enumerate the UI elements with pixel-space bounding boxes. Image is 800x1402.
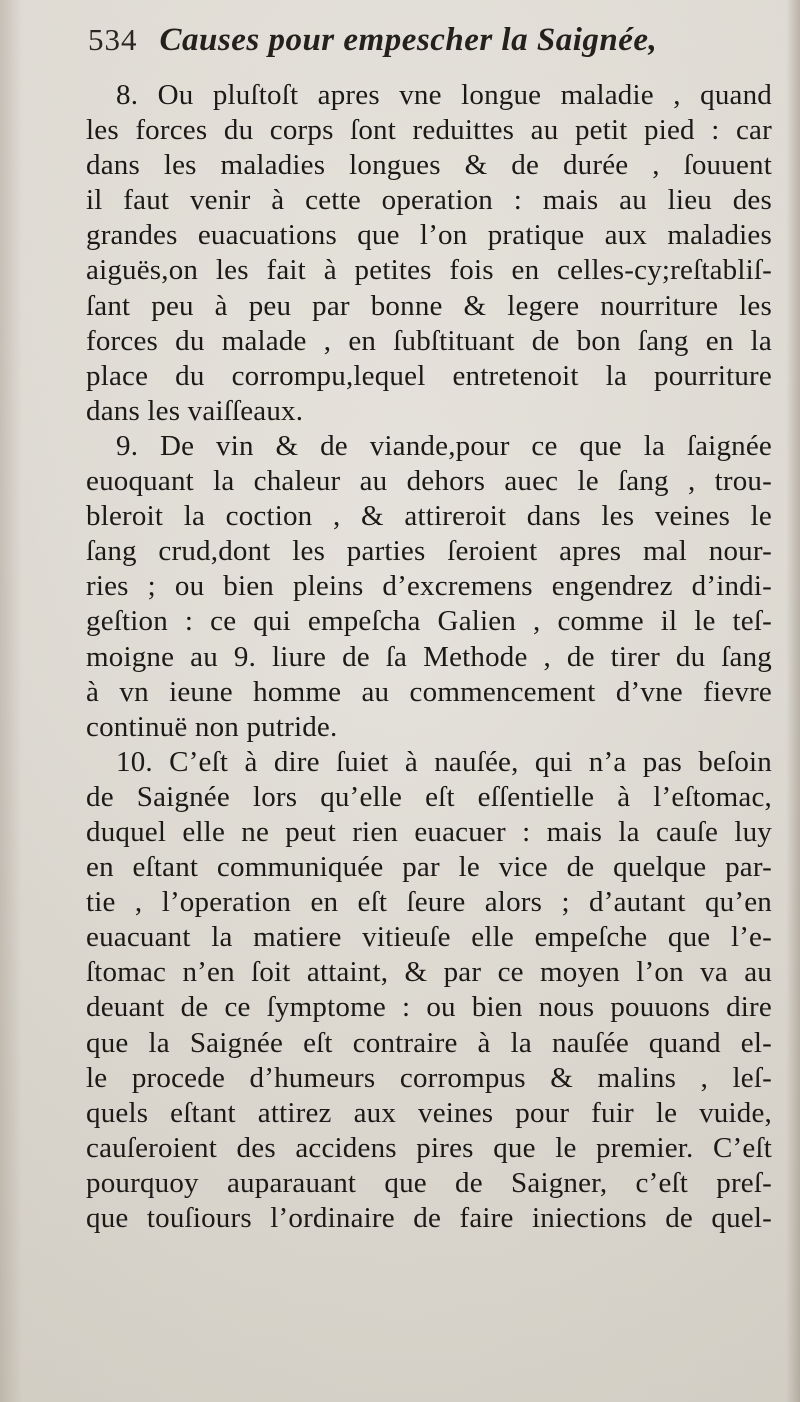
text-line: geſtion : ce qui empeſcha Galien , comme il le teſ-	[86, 605, 772, 638]
text-line: que la Saignée eſt contraire à la nauſée quand el-	[86, 1026, 772, 1059]
text-line: quels eſtant attirez aux veines pour fuir le vuide,	[86, 1096, 772, 1129]
paragraph-8	[86, 78, 772, 429]
text-line: moigne au 9. liure de ſa Methode , de tirer du ſang	[86, 640, 772, 673]
text-line: de Saignée lors qu’elle eſt eſſentielle à l’eſtomac,	[86, 780, 772, 813]
text-line: euoquant la chaleur au dehors auec le ſang , trou-	[86, 465, 772, 498]
text-line: forces du malade , en ſubſtituant de bon ſang en la	[86, 324, 772, 357]
page-number: 534	[88, 22, 138, 57]
text-line: cauſeroient des accidens pires que le premier. C’eſt	[86, 1131, 772, 1164]
text-line: deuant de ce ſymptome : ou bien nous pouuons dire	[86, 991, 772, 1024]
text-line: place du corrompu,lequel entretenoit la pourriture	[86, 359, 772, 392]
text-line: les forces du corps ſont reduittes au petit pied : car	[86, 114, 772, 147]
text-line: bleroit la coction , & attireroit dans les veines le	[86, 500, 772, 533]
text-line: 10. C’eſt à dire ſuiet à nauſée, qui n’a pas beſoin	[116, 745, 772, 778]
text-line: euacuant la matiere vitieuſe elle empeſche que l’e-	[86, 921, 772, 954]
paragraph-9	[86, 429, 772, 745]
text-line: grandes euacuations que l’on pratique aux maladies	[86, 219, 772, 252]
page-body	[86, 78, 772, 1236]
text-line: aiguës,on les fait à petites fois en celles-cy;reſtabliſ-	[86, 254, 772, 287]
text-line: ſant peu à peu par bonne & legere nourriture les	[86, 289, 772, 322]
text-line: dans les maladies longues & de durée , ſouuent	[86, 149, 772, 182]
page-edge-shadow	[786, 0, 800, 1402]
text-line: 8. Ou pluſtoſt apres vne longue maladie , quand	[116, 79, 772, 111]
text-line: tie , l’operation en eſt ſeure alors ; d’autant qu’en	[86, 886, 772, 919]
text-line: en eſtant communiquée par le vice de quelque par-	[86, 851, 772, 884]
text-line: le procede d’humeurs corrompus & malins , leſ-	[86, 1061, 772, 1094]
page-gutter-shadow	[0, 0, 22, 1402]
text-line: à vn ieune homme au commencement d’vne fievre	[86, 675, 772, 708]
text-line: dans les vaiſſeaux.	[86, 394, 304, 427]
text-line: 9. De vin & de viande,pour ce que la ſaignée	[116, 429, 772, 462]
text-line: ſtomac n’en ſoit attaint, & par ce moyen l’on va au	[86, 956, 772, 989]
text-line: continuë non putride.	[86, 710, 338, 743]
text-line: ſang crud,dont les parties ſeroient apres mal nour-	[86, 535, 772, 568]
text-line: que touſiours l’ordinaire de faire iniections de quel-	[86, 1202, 772, 1234]
text-line: il faut venir à cette operation : mais au lieu des	[86, 184, 772, 217]
page-header	[88, 22, 768, 78]
running-head: Causes pour empescher la Saignée,	[159, 22, 658, 58]
text-line: duquel elle ne peut rien euacuer : mais la cauſe luy	[86, 815, 772, 848]
text-line: pourquoy auparauant que de Saigner, c’eſt preſ-	[86, 1166, 772, 1199]
paragraph-10	[86, 745, 772, 1236]
text-line: ries ; ou bien pleins d’excremens engendrez d’indi-	[86, 570, 772, 603]
